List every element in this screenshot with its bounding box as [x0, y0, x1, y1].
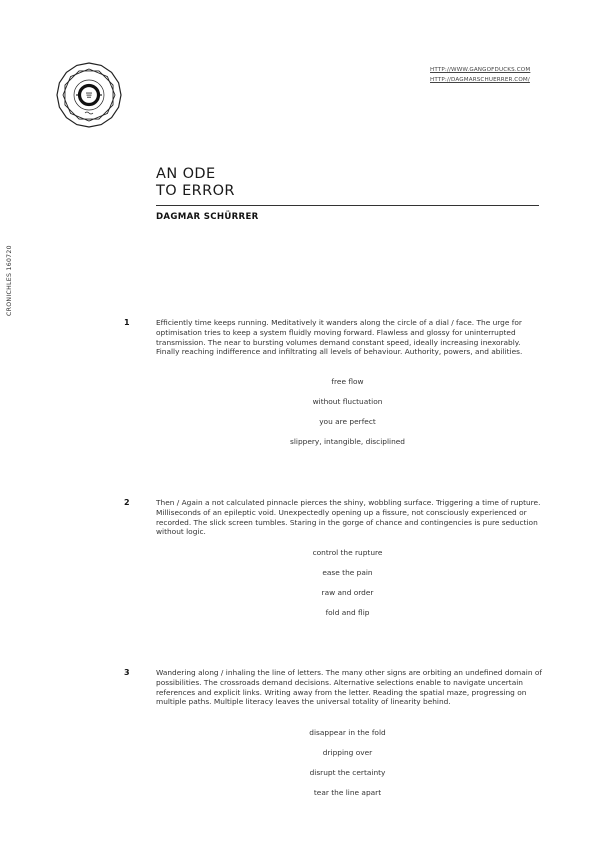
title-line-2: TO ERROR: [156, 183, 235, 199]
verse-line: disrupt the certainty: [309, 768, 386, 777]
page-title: [156, 166, 235, 200]
verse-line: fold and flip: [325, 608, 370, 617]
title-line-1: AN ODE: [156, 166, 216, 182]
verse-line: disappear in the fold: [309, 728, 386, 737]
verse-line: tear the line apart: [313, 788, 382, 797]
verse-line: without fluctuation: [312, 397, 383, 406]
website-link-dagmarschuerrer[interactable]: HTTP://DAGMARSCHUERRER.COM/: [430, 76, 530, 83]
title-divider: [156, 205, 539, 206]
header-links: [430, 66, 530, 85]
verse-line: slippery, intangible, disciplined: [289, 437, 405, 446]
author-name: DAGMAR SCHÜRRER: [156, 212, 259, 222]
verse-line: ease the pain: [322, 568, 373, 577]
verse-line: raw and order: [321, 588, 374, 597]
side-label: CRONICHLES 160720: [6, 245, 13, 316]
section-number: 3: [124, 668, 130, 677]
octagon-seal-logo: [56, 62, 122, 128]
verse-line: free flow: [331, 377, 364, 386]
section-paragraph: Efficiently time keeps running. Meditatively it wanders along the circle of a dial / face. The urge for optimisation tries to keep a system fluidly moving forward. Flawless and glossy for uninterrupted transmission. The near to bursting volumes demand constant speed, ideally increasing inexorably. Finally reaching indifference and infiltrating all levels of behaviour. Authority, powers, and abilities.: [156, 318, 523, 357]
section-paragraph: Wandering along / inhaling the line of letters. The many other signs are orbiting an undefined domain of possibilities. The crossroads demand decisions. Alternative selections enable to navigate uncertain references and explicit links. Writing away from the letter. Reading the spatial maze, progressing on multiple paths. Multiple literacy leaves the universal totality of linearity behind.: [156, 668, 542, 707]
verse-line: control the rupture: [312, 548, 383, 557]
section-number: 1: [124, 318, 130, 327]
verse-line: you are perfect: [319, 417, 376, 426]
section-number: 2: [124, 498, 130, 507]
verse-line: dripping over: [322, 748, 373, 757]
section-paragraph: Then / Again a not calculated pinnacle pierces the shiny, wobbling surface. Triggering a time of rupture. Milliseconds of an epileptic void. Unexpectedly opening up a fissure, not consciously experienced or recorded. The slick screen tumbles. Staring in the gorge of chance and contingencies is pure seduction without logic.: [156, 498, 541, 537]
website-link-gangofducks[interactable]: HTTP://WWW.GANGOFDUCKS.COM: [430, 67, 531, 73]
